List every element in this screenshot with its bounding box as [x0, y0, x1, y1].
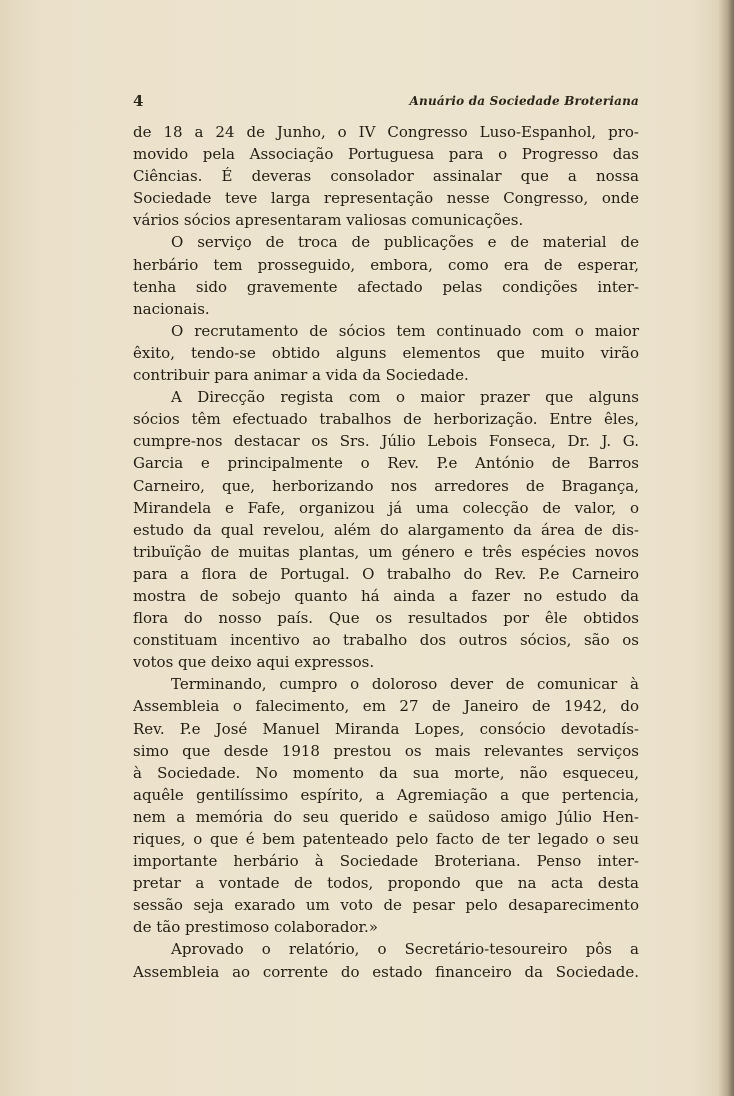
text-line: A Direcção regista com o maior prazer que alguns	[171, 388, 639, 407]
text-line: estudo da qual revelou, além do alargamento da área de dis-	[133, 520, 639, 539]
running-title: Anuário da Sociedade Broteriana	[409, 94, 639, 108]
text-line: Assembleia ao corrente do estado financeiro da Sociedade.	[133, 962, 639, 981]
text-line: tribuïção de muitas plantas, um género e três espécies novos	[133, 542, 639, 561]
text-line: nem a memória do seu querido e saüdoso amigo Júlio Hen-	[133, 807, 639, 826]
body-text	[133, 121, 639, 983]
text-line: riques, o que é bem patenteado pelo facto de ter legado o seu	[133, 830, 639, 848]
text-line: votos que deixo aqui expressos.	[133, 653, 375, 672]
page-number: 4	[133, 92, 144, 110]
text-line: pretar a vontade de todos, propondo que na acta desta	[133, 874, 639, 893]
text-line: mostra de sobejo quanto há ainda a fazer no estudo da	[133, 586, 639, 605]
text-line: vários sócios apresentaram valiosas comunicações.	[133, 211, 524, 230]
text-line: Rev. P.e José Manuel Miranda Lopes, consócio devotadís-	[133, 719, 639, 738]
text-line: Mirandela e Fafe, organizou já uma colecção de valor, o	[133, 498, 639, 517]
text-line: constituam incentivo ao trabalho dos outros sócios, são os	[133, 631, 639, 650]
running-header	[133, 92, 639, 114]
text-line: sócios têm efectuado trabalhos de herborização. Entre êles,	[133, 410, 639, 429]
text-line: Carneiro, que, herborizando nos arredores de Bragança,	[133, 476, 639, 495]
text-line: O recrutamento de sócios tem continuado com o maior	[171, 321, 639, 340]
text-line: de 18 a 24 de Junho, o IV Congresso Luso-Espanhol, pro-	[133, 123, 639, 141]
text-line: Garcia e principalmente o Rev. P.e António de Barros	[133, 454, 639, 473]
text-line: aquêle gentilíssimo espírito, a Agremiação a que pertencia,	[133, 785, 639, 804]
text-line: à Sociedade. No momento da sua morte, não esqueceu,	[133, 763, 639, 782]
text-line: Aprovado o relatório, o Secretário-tesoureiro pôs a	[171, 940, 639, 959]
text-line: nacionais.	[133, 299, 210, 318]
page-spine-shadow	[718, 0, 734, 1096]
text-line: herbário tem prosseguido, embora, como era de esperar,	[133, 255, 639, 274]
text-line: sessão seja exarado um voto de pesar pelo desaparecimento	[133, 896, 639, 915]
text-line: para a flora de Portugal. O trabalho do Rev. P.e Carneiro	[133, 564, 639, 583]
text-line: importante herbário à Sociedade Broteriana. Penso inter-	[133, 852, 639, 871]
text-line: êxito, tendo-se obtido alguns elementos que muito virão	[133, 343, 639, 362]
text-line: tenha sido gravemente afectado pelas condições inter-	[133, 277, 639, 296]
text-line: Ciências. É deveras consolador assinalar que a nossa	[133, 167, 639, 186]
text-line: simo que desde 1918 prestou os mais relevantes serviços	[133, 741, 639, 760]
text-line: contribuir para animar a vida da Sociedade.	[133, 366, 469, 385]
text-line: flora do nosso país. Que os resultados por êle obtidos	[133, 609, 639, 628]
text-line: movido pela Associação Portuguesa para o Progresso das	[133, 145, 639, 164]
text-line: Assembleia o falecimento, em 27 de Janeiro de 1942, do	[133, 697, 639, 716]
text-line: O serviço de troca de publicações e de material de	[171, 233, 639, 252]
text-line: Terminando, cumpro o doloroso dever de comunicar à	[171, 675, 639, 694]
text-line: Sociedade teve larga representação nesse Congresso, onde	[133, 189, 639, 208]
text-line: cumpre-nos destacar os Srs. Júlio Lebois Fonseca, Dr. J. G.	[133, 432, 639, 451]
text-line: de tão prestimoso colaborador.»	[133, 918, 378, 937]
